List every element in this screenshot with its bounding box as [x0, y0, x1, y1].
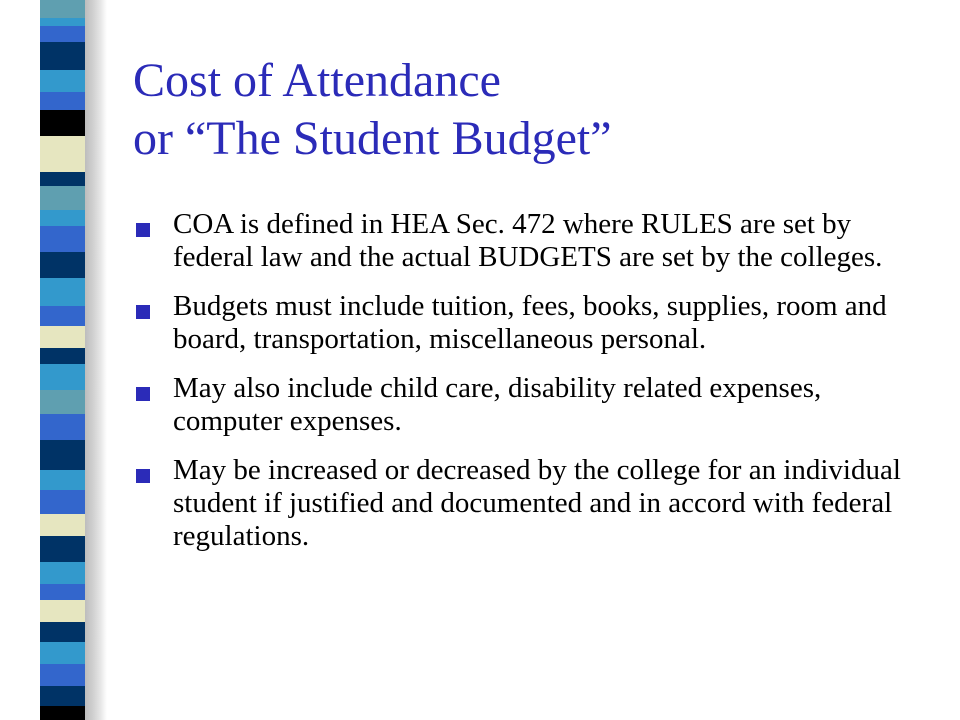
stripe-block [40, 348, 85, 364]
bullet-item [131, 372, 921, 438]
stripe-block [40, 642, 85, 664]
bullet-item [131, 454, 921, 553]
stripe-block [40, 364, 85, 390]
stripe-block [40, 514, 85, 536]
stripe-block [40, 562, 85, 584]
bullet-text: May be increased or decreased by the college for an individual student if justified and documented and in accord with federal regulations. [173, 454, 901, 552]
stripe-block [40, 252, 85, 278]
slide-title-line-2: or “The Student Budget” [133, 112, 612, 165]
stripe-block [40, 172, 85, 186]
bullet-item [131, 290, 921, 356]
square-bullet-icon [136, 387, 150, 401]
stripe-block [40, 390, 85, 414]
stripe-block [40, 706, 85, 720]
stripe-block [40, 110, 85, 136]
bullet-text: COA is defined in HEA Sec. 472 where RULES are set by federal law and the actual BUDGETS are set by the colleges. [173, 208, 883, 273]
stripe-block [40, 136, 85, 172]
stripe-block [40, 186, 85, 210]
stripe-block [40, 622, 85, 642]
stripe-block [40, 226, 85, 252]
stripe-block [40, 92, 85, 110]
stripe-block [40, 210, 85, 226]
stripe-block [40, 414, 85, 440]
stripe-block [40, 440, 85, 470]
bullet-text: Budgets must include tuition, fees, books, supplies, room and board, transportation, miscellaneous personal. [173, 290, 887, 355]
square-bullet-icon [136, 469, 150, 483]
bullet-item [131, 208, 921, 274]
stripe-block [40, 490, 85, 514]
slide-title-line-1: Cost of Attendance [133, 54, 501, 107]
stripe-block [40, 664, 85, 686]
stripe-block [40, 600, 85, 622]
stripe-block [40, 70, 85, 92]
square-bullet-icon [136, 223, 150, 237]
stripe-block [40, 536, 85, 562]
stripe-block [40, 0, 85, 18]
decorative-color-stripe [40, 0, 85, 720]
stripe-block [40, 26, 85, 42]
bullet-text: May also include child care, disability related expenses, computer expenses. [173, 372, 822, 437]
stripe-block [40, 306, 85, 326]
stripe-block [40, 18, 85, 26]
square-bullet-icon [136, 305, 150, 319]
bullet-list [131, 208, 921, 569]
stripe-block [40, 584, 85, 600]
stripe-shadow [85, 0, 107, 720]
stripe-block [40, 326, 85, 348]
stripe-block [40, 278, 85, 306]
stripe-block [40, 470, 85, 490]
stripe-block [40, 42, 85, 70]
slide-title [133, 52, 612, 168]
stripe-block [40, 686, 85, 706]
